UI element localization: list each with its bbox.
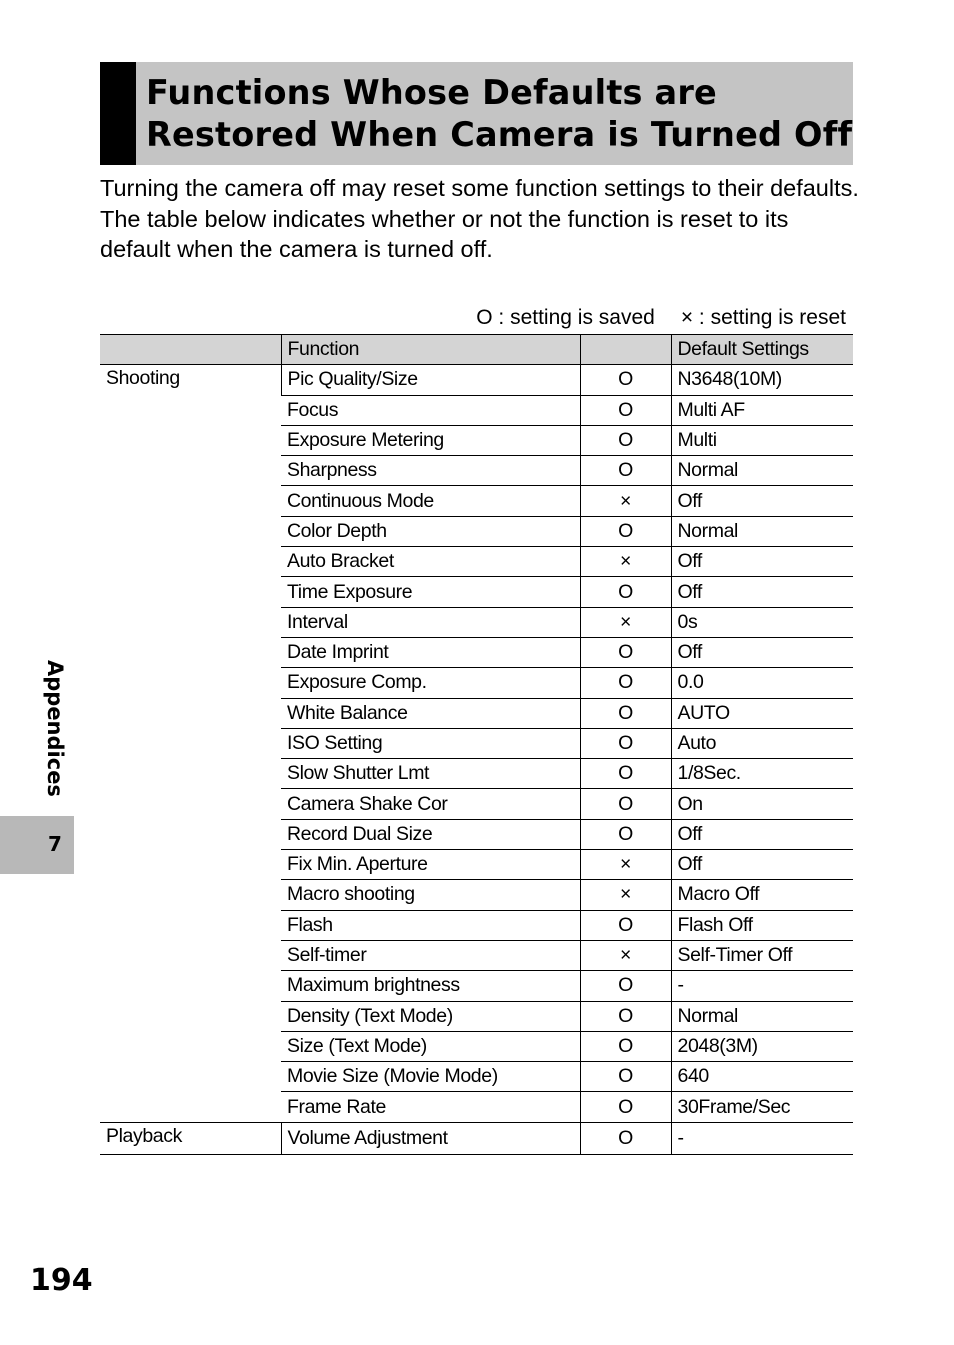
header-category bbox=[100, 335, 281, 365]
function-cell: Slow Shutter Lmt bbox=[281, 759, 580, 789]
default-cell: 0.0 bbox=[671, 668, 853, 698]
status-cell: × bbox=[580, 880, 671, 910]
category-cell: Playback bbox=[100, 1122, 281, 1154]
status-cell: O bbox=[580, 698, 671, 728]
function-cell: Continuous Mode bbox=[281, 486, 580, 516]
default-cell: - bbox=[671, 1122, 853, 1154]
function-cell: Color Depth bbox=[281, 516, 580, 546]
function-cell: Density (Text Mode) bbox=[281, 1001, 580, 1031]
title-accent-bar bbox=[100, 62, 136, 165]
chapter-number: 7 bbox=[48, 832, 62, 856]
table-row bbox=[100, 365, 853, 395]
default-cell: On bbox=[671, 789, 853, 819]
status-cell: O bbox=[580, 971, 671, 1001]
function-cell: Self-timer bbox=[281, 940, 580, 970]
status-cell: O bbox=[580, 789, 671, 819]
default-cell: AUTO bbox=[671, 698, 853, 728]
legend-saved: O : setting is saved bbox=[476, 306, 655, 329]
default-cell: Normal bbox=[671, 456, 853, 486]
status-cell: O bbox=[580, 1031, 671, 1061]
status-cell: O bbox=[580, 1122, 671, 1154]
function-cell: Date Imprint bbox=[281, 637, 580, 667]
default-cell: Multi bbox=[671, 425, 853, 455]
function-cell: Camera Shake Cor bbox=[281, 789, 580, 819]
function-cell: Sharpness bbox=[281, 456, 580, 486]
header-default: Default Settings bbox=[671, 335, 853, 365]
intro-paragraph: The table below indicates whether or not the function is reset to its default when the camera is turned off. bbox=[100, 205, 789, 262]
function-cell: Interval bbox=[281, 607, 580, 637]
default-cell: 30Frame/Sec bbox=[671, 1092, 853, 1122]
table-body bbox=[100, 335, 853, 1155]
function-cell: Size (Text Mode) bbox=[281, 1031, 580, 1061]
status-cell: O bbox=[580, 668, 671, 698]
status-cell: O bbox=[580, 516, 671, 546]
default-cell: Normal bbox=[671, 516, 853, 546]
default-cell: 1/8Sec. bbox=[671, 759, 853, 789]
legend bbox=[100, 305, 846, 331]
status-cell: × bbox=[580, 486, 671, 516]
function-cell: Pic Quality/Size bbox=[281, 365, 580, 395]
status-cell: × bbox=[580, 940, 671, 970]
function-cell: White Balance bbox=[281, 698, 580, 728]
header-status bbox=[580, 335, 671, 365]
default-cell: Multi AF bbox=[671, 395, 853, 425]
status-cell: × bbox=[580, 607, 671, 637]
status-cell: O bbox=[580, 819, 671, 849]
table-row bbox=[100, 1122, 853, 1154]
function-cell: ISO Setting bbox=[281, 728, 580, 758]
function-cell: Fix Min. Aperture bbox=[281, 850, 580, 880]
default-cell: Off bbox=[671, 577, 853, 607]
default-cell: Macro Off bbox=[671, 880, 853, 910]
function-cell: Record Dual Size bbox=[281, 819, 580, 849]
status-cell: O bbox=[580, 759, 671, 789]
status-cell: O bbox=[580, 577, 671, 607]
function-cell: Maximum brightness bbox=[281, 971, 580, 1001]
default-cell: Off bbox=[671, 486, 853, 516]
function-cell: Movie Size (Movie Mode) bbox=[281, 1062, 580, 1092]
legend-reset: × : setting is reset bbox=[680, 306, 846, 329]
default-cell: Flash Off bbox=[671, 910, 853, 940]
default-cell: Off bbox=[671, 637, 853, 667]
function-cell: Macro shooting bbox=[281, 880, 580, 910]
function-cell: Frame Rate bbox=[281, 1092, 580, 1122]
header-function: Function bbox=[281, 335, 580, 365]
function-cell: Auto Bracket bbox=[281, 547, 580, 577]
chapter-tab bbox=[0, 816, 74, 874]
status-cell: O bbox=[580, 365, 671, 395]
function-cell: Time Exposure bbox=[281, 577, 580, 607]
default-cell: - bbox=[671, 971, 853, 1001]
default-cell: 2048(3M) bbox=[671, 1031, 853, 1061]
default-cell: Off bbox=[671, 819, 853, 849]
category-cell: Shooting bbox=[100, 365, 281, 1122]
status-cell: O bbox=[580, 395, 671, 425]
status-cell: O bbox=[580, 637, 671, 667]
default-cell: N3648(10M) bbox=[671, 365, 853, 395]
status-cell: O bbox=[580, 1001, 671, 1031]
status-cell: O bbox=[580, 910, 671, 940]
function-cell: Focus bbox=[281, 395, 580, 425]
default-cell: Off bbox=[671, 547, 853, 577]
status-cell: O bbox=[580, 456, 671, 486]
status-cell: × bbox=[580, 850, 671, 880]
functions-table bbox=[100, 334, 853, 1155]
function-cell: Volume Adjustment bbox=[281, 1122, 580, 1154]
status-cell: O bbox=[580, 1062, 671, 1092]
page-title: Functions Whose Defaults are Restored When Camera is Turned Off bbox=[146, 73, 853, 154]
section-side-label bbox=[41, 660, 71, 810]
section-label-text: Appendices bbox=[43, 660, 67, 797]
default-cell: Self-Timer Off bbox=[671, 940, 853, 970]
status-cell: O bbox=[580, 425, 671, 455]
title-block bbox=[100, 62, 853, 165]
intro-text bbox=[100, 173, 860, 265]
intro-paragraph: Turning the camera off may reset some function settings to their defaults. bbox=[100, 175, 859, 201]
status-cell: × bbox=[580, 547, 671, 577]
status-cell: O bbox=[580, 728, 671, 758]
status-cell: O bbox=[580, 1092, 671, 1122]
table-header-row bbox=[100, 335, 853, 365]
default-cell: Off bbox=[671, 850, 853, 880]
default-cell: 640 bbox=[671, 1062, 853, 1092]
function-cell: Flash bbox=[281, 910, 580, 940]
default-cell: Normal bbox=[671, 1001, 853, 1031]
default-cell: 0s bbox=[671, 607, 853, 637]
function-cell: Exposure Comp. bbox=[281, 668, 580, 698]
page-number: 194 bbox=[30, 1263, 93, 1298]
default-cell: Auto bbox=[671, 728, 853, 758]
function-cell: Exposure Metering bbox=[281, 425, 580, 455]
